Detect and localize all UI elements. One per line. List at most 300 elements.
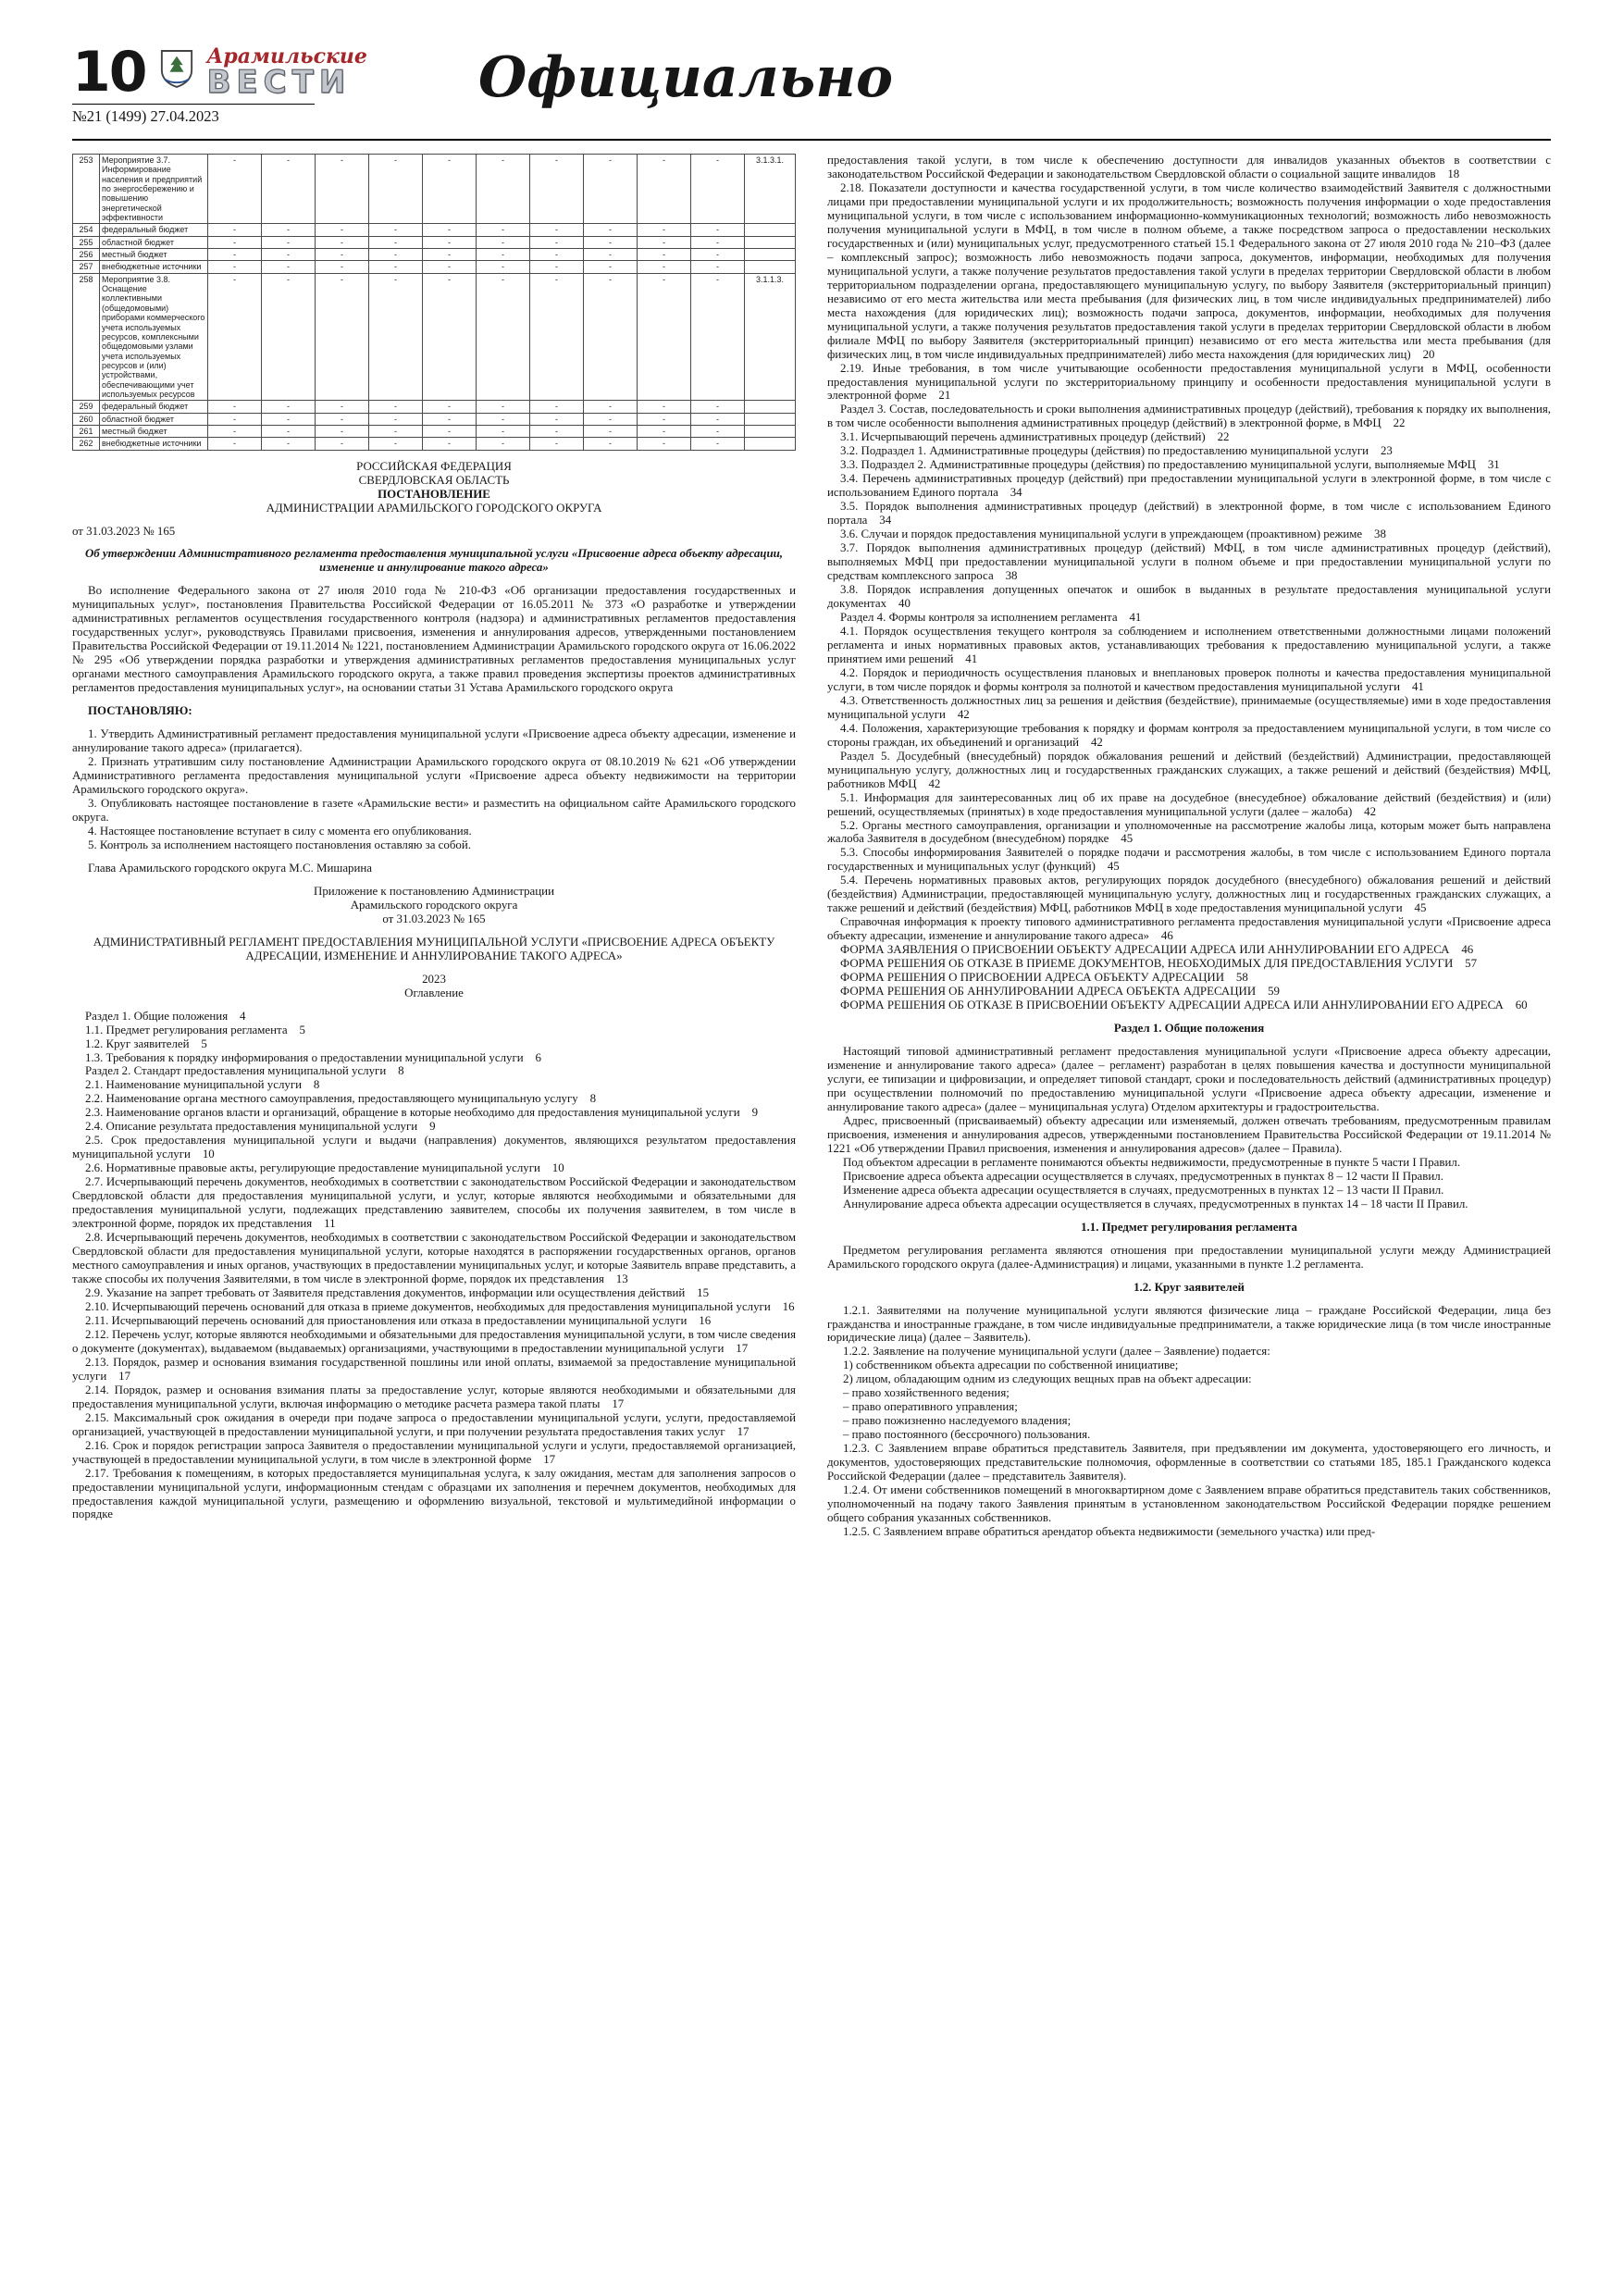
text: 2.2. Наименование органа местного самоуправления, предоставляющего муниципальную услугу xyxy=(85,1092,578,1106)
table-row xyxy=(73,236,796,248)
text: ФОРМА РЕШЕНИЯ ОБ ОТКАЗЕ В ПРИСВОЕНИИ ОБЪЕКТУ АДРЕСАЦИИ АДРЕСА ИЛИ АННУЛИРОВАНИИ ЕГО АДРЕСА xyxy=(840,999,1504,1012)
text: 2.9. Указание на запрет требовать от Заявителя представления документов, информации или осуществления действий xyxy=(85,1285,686,1299)
toc-entry xyxy=(72,1328,796,1356)
text: 4.3. Ответственность должностных лиц за решения и действия (бездействие), принимаемые (осуществляемые) ими в ходе предоставления муниципальной услуги xyxy=(827,693,1551,721)
value-cell: - xyxy=(530,155,584,224)
text: 5.2. Органы местного самоуправления, организации и уполномоченные на рассмотрение жалобы лица, которым может быть направлена жалоба Заявителя в досудебном (внесудебном) порядке xyxy=(827,818,1551,846)
toc-page-number: 9 xyxy=(429,1120,436,1134)
text: Во исполнение Федерального закона от 27 июля 2010 года № 210-ФЗ «Об организации предоставления государственных и муниципальных услуг», постановления Правительства Российской Федерации от 16.05.2011 № 373 «О разработке и утверждении административных регламентов осуществления государственного контроля (надзора) и административных регламентов предоставления государственных услуг», руководствуясь Правилами присвоения, изменения и аннулирования адресов, утвержденными постановлением Правительства Российской Федерации от 19.11.2014 № 1221, постановлением Администрации Арамильского городского округа от 16.06.2022 № 295 «Об утверждении порядка разработки и утверждения административных регламентов предоставления муниципальных услуг органами местного самоуправления Арамильского городского округа, а также правил проведения экспертизы проектов административных регламентов предоставления муниципальных услуг», на основании статьи 31 Устава Арамильского городского округа xyxy=(72,584,796,695)
value-cell: - xyxy=(208,273,262,400)
text: 2.5. Срок предоставления муниципальной услуги и выдачи (направления) документов, являющихся результатом предоставления муниципальной услуги xyxy=(72,1134,796,1161)
text: 4.1. Порядок осуществления текущего контроля за соблюдением и исполнением ответственными должностными лицами положений регламента и иных нормативных правовых актов, устанавливающих требования к предоставлению муниципальной услуги, а также принятием ими решений xyxy=(827,624,1551,665)
toc-page-number: 6 xyxy=(535,1050,541,1064)
toc-page-number: 38 xyxy=(1005,569,1018,583)
year xyxy=(72,973,796,987)
value-cell: - xyxy=(477,425,530,437)
value-cell: - xyxy=(262,224,316,236)
text: 2.7. Исчерпывающий перечень документов, необходимых в соответствии с законодательством Российской Федерации и законодательством Свердловской области для предоставления муниципальной услуги, и услуг, которые являются необходимыми и обязательными для предоставления муниципальной услуги, подлежащих представлению заявителем, способы их получения заявителем, в том числе в электронной форме, порядок их представления xyxy=(72,1175,796,1231)
value-cell: - xyxy=(423,401,477,413)
toc-page-number: 17 xyxy=(736,1341,749,1355)
value-cell: - xyxy=(584,224,638,236)
toc-entry xyxy=(72,1134,796,1161)
text: ФОРМА РЕШЕНИЯ ОБ АННУЛИРОВАНИИ АДРЕСА ОБЪЕКТА АДРЕСАЦИИ xyxy=(840,985,1257,999)
row-code-cell xyxy=(745,261,796,273)
value-cell: - xyxy=(530,413,584,425)
text: 2.6. Нормативные правовые акты, регулирующие предоставление муниципальной услуги xyxy=(85,1161,540,1175)
toc-page-number: 22 xyxy=(1217,430,1230,444)
toc-entry xyxy=(827,874,1551,915)
value-cell: - xyxy=(477,224,530,236)
value-cell: - xyxy=(584,413,638,425)
value-cell: - xyxy=(691,413,745,425)
masthead-title xyxy=(207,46,367,99)
value-cell: - xyxy=(584,155,638,224)
row-number-cell: 260 xyxy=(73,413,100,425)
value-cell: - xyxy=(423,261,477,273)
row-label-cell: областной бюджет xyxy=(100,413,208,425)
signature xyxy=(72,862,796,875)
toc-page-number: 10 xyxy=(202,1148,215,1161)
toc-entry xyxy=(827,458,1551,472)
row-code-cell: 3.1.1.3. xyxy=(745,273,796,400)
value-cell: - xyxy=(423,425,477,437)
value-cell: - xyxy=(584,273,638,400)
text: 1.2. Круг заявителей xyxy=(1134,1280,1245,1294)
text: 2.11. Исчерпывающий перечень оснований для приостановления или отказа в предоставлении муниципальной услуги xyxy=(85,1313,688,1327)
text: 2.18. Показатели доступности и качества государственной услуги, в том числе количество взаимодействий Заявителя с должностными лицами при предоставлении муниципальной услуги и их продолжительность; возможность получения информации о ходе предоставления муниципальной услуги, в том числе с использованием информационно-коммуникационных технологий; возможность либо невозможность получения муниципальной услуги в МФЦ, в том числе в полном объеме, а также посредством запроса о предоставлении нескольких государственных и (или) муниципальных услуг, предусмотренного статьей 15.1 Федерального закона от 27 июля 2010 года № 210–ФЗ (далее – комплексный запрос); возможность либо невозможность подачи запроса, документов, информации, необходимых для получения муниципальной услуги, а также получение результатов предоставления такой услуги в пределах территории Свердловской области в любом территориальном подразделении органа, предоставляющего муниципальную услугу, по выбору Заявителя (экстерриториальный принцип) независимо от его места жительства или места пребывания (для физических лиц, в том числе индивидуальных предпринимателей) либо места нахождения (для юридических лиц); возможность подачи запроса, документов, информации, необходимых для получения муниципальной услуги, а также получения результатов предоставления такой услуги в пределах территории Свердловской области в любом филиале МФЦ по выбору Заявителя (экстерриториальный принцип) независимо от его места жительства или места пребывания (для физических лиц, в том числе индивидуальных предпринимателей) либо места нахождения (для юридических лиц) xyxy=(827,180,1551,361)
value-cell: - xyxy=(423,224,477,236)
text: Раздел 3. Состав, последовательность и сроки выполнения административных процедур (действий), требования к порядку их выполнения, в том числе особенности выполнения административных процедур (действий) в электронной форме, в МФЦ xyxy=(827,403,1551,430)
value-cell: - xyxy=(316,249,369,261)
section-heading xyxy=(827,1281,1551,1295)
row-label-cell: местный бюджет xyxy=(100,425,208,437)
toc-page-number: 46 xyxy=(1461,943,1474,957)
value-cell: - xyxy=(584,261,638,273)
value-cell: - xyxy=(208,155,262,224)
value-cell: - xyxy=(691,425,745,437)
text: 3.4. Перечень административных процедур (действий) при предоставлении муниципальной услуги в электронной форме, в том числе с использованием Единого портала xyxy=(827,472,1551,500)
value-cell: - xyxy=(262,236,316,248)
content-columns xyxy=(72,154,1551,2276)
toc-entry xyxy=(827,403,1551,430)
row-code-cell xyxy=(745,438,796,450)
regulation-title xyxy=(72,936,796,963)
text: 2.14. Порядок, размер и основания взимания платы за предоставление услуг, которые являются необходимыми и обязательными для предоставления муниципальной услуги, включая информацию о методике расчета размера такой платы xyxy=(72,1383,796,1410)
value-cell: - xyxy=(477,249,530,261)
table-row xyxy=(73,224,796,236)
text: 2.3. Наименование органов власти и организаций, обращение в которые необходимо для предоставления муниципальной услуги xyxy=(85,1106,740,1120)
value-cell: - xyxy=(208,249,262,261)
value-cell: - xyxy=(423,236,477,248)
toc-page-number: 17 xyxy=(118,1369,131,1383)
value-cell: - xyxy=(208,261,262,273)
toc-page-number: 5 xyxy=(299,1023,305,1036)
value-cell: - xyxy=(208,224,262,236)
text: 2.13. Порядок, размер и основания взимания государственной пошлины или иной оплаты, взимаемой за предоставление муниципальной услуги xyxy=(72,1355,796,1383)
toc-entry xyxy=(827,819,1551,847)
list-item xyxy=(827,1400,1551,1414)
table-row xyxy=(73,401,796,413)
text: Справочная информация к проекту типового административного регламента предоставления муниципальной услуги «Присвоение адреса объекту адресации, изменение и аннулирование такого адреса» xyxy=(827,915,1551,943)
text: ФОРМА ЗАЯВЛЕНИЯ О ПРИСВОЕНИИ ОБЪЕКТУ АДРЕСАЦИИ АДРЕСА ИЛИ АННУЛИРОВАНИИ ЕГО АДРЕСА xyxy=(840,943,1450,957)
value-cell: - xyxy=(638,261,691,273)
value-cell: - xyxy=(691,249,745,261)
text: 2.17. Требования к помещениям, в которых предоставляется муниципальная услуга, к залу ожидания, местам для заполнения запросов о предоставлении муниципальной услуги, информационным стендам с образцами их заполнения и перечнем документов, необходимых для предоставления каждой муниципальной услуги, размещению и оформлению визуальной, текстовой и мультимедийной информации о порядке xyxy=(72,1466,796,1521)
toc-page-number: 23 xyxy=(1380,444,1393,458)
text: 1.2.5. С Заявлением вправе обратиться арендатор объекта недвижимости (земельного участка) или пред- xyxy=(843,1525,1376,1539)
toc-page-number: 45 xyxy=(1121,832,1134,846)
text: – право постоянного (бессрочного) пользования. xyxy=(843,1428,1091,1442)
toc-entry xyxy=(827,541,1551,583)
toc-page-number: 45 xyxy=(1107,860,1120,874)
value-cell: - xyxy=(369,438,423,450)
text: ПОСТАНОВЛЕНИЕ xyxy=(378,487,490,501)
toc-entry xyxy=(827,750,1551,791)
value-cell: - xyxy=(584,438,638,450)
text: ПОСТАНОВЛЯЮ: xyxy=(88,704,192,718)
toc-page-number: 16 xyxy=(699,1313,712,1327)
table-row xyxy=(73,261,796,273)
text: 3.1. Исчерпывающий перечень административных процедур (действий) xyxy=(840,430,1206,444)
value-cell: - xyxy=(477,401,530,413)
toc-page-number: 31 xyxy=(1487,458,1500,472)
toc-entry xyxy=(827,611,1551,625)
toc-entry xyxy=(72,1300,796,1314)
value-cell: - xyxy=(316,236,369,248)
toc-page-number: 10 xyxy=(551,1161,564,1175)
row-code-cell xyxy=(745,224,796,236)
toc-entry xyxy=(72,1175,796,1231)
text: 3. Опубликовать настоящее постановление в газете «Арамильские вести» и разместить на официальном сайте Арамильского городского округа. xyxy=(72,796,796,824)
row-code-cell xyxy=(745,413,796,425)
table-row xyxy=(73,438,796,450)
value-cell: - xyxy=(530,401,584,413)
text: 3.6. Случаи и порядок предоставления муниципальной услуги в упреждающем (проактивном) режиме xyxy=(840,527,1363,541)
paragraph xyxy=(827,1442,1551,1483)
toc-entry xyxy=(72,1037,796,1051)
toc-page-number: 21 xyxy=(938,389,951,403)
left-blocks xyxy=(72,460,796,1522)
toc-entry xyxy=(827,694,1551,722)
toc-entry xyxy=(72,1231,796,1286)
row-code-cell xyxy=(745,425,796,437)
text: 1.1. Предмет регулирования регламента xyxy=(1081,1220,1297,1234)
toc-entry xyxy=(72,1314,796,1328)
row-label-cell: Мероприятие 3.8. Оснащение коллективными (общедомовыми) приборами коммерческого учета используемых ресурсов, комплексными общедомовыми узлами учета используемых ресурсов и (или) устройствами, обеспечивающими учет используемых ресурсов xyxy=(100,273,208,400)
text: 3.7. Порядок выполнения административных процедур (действий) МФЦ, в том числе административных процедур (действий), выполняемых МФЦ при предоставлении муниципальной услуги в полном объеме и при предоставлении муниципальной услуги по средствам комплексного запроса xyxy=(827,541,1551,583)
paragraph xyxy=(827,1304,1551,1346)
value-cell: - xyxy=(262,413,316,425)
paragraph xyxy=(827,1156,1551,1170)
toc-entry xyxy=(827,722,1551,750)
toc-page-number: 41 xyxy=(1411,679,1424,693)
value-cell: - xyxy=(638,425,691,437)
toc-entry xyxy=(827,430,1551,444)
toc-entry xyxy=(827,915,1551,943)
text: Раздел 4. Формы контроля за исполнением регламента xyxy=(840,610,1118,624)
coat-of-arms-icon xyxy=(159,48,194,93)
value-cell: - xyxy=(584,236,638,248)
text: Раздел 5. Досудебный (внесудебный) порядок обжалования решений и действий (бездействий) Администрации, предоставляющей муниципальную услугу, должностных лиц и государственных гражданских служащих, а также решений и действий (бездействия) МФЦ, работников МФЦ xyxy=(827,749,1551,790)
value-cell: - xyxy=(262,261,316,273)
row-code-cell xyxy=(745,249,796,261)
table-row xyxy=(73,273,796,400)
text: 2.8. Исчерпывающий перечень документов, необходимых в соответствии с законодательством Российской Федерации и законодательством Свердловской области для предоставления муниципальной услуги, которые находятся в распоряжении государственных органов, органов местного самоуправления и иных органов, участвующих в предоставлении муниципальных услуг, и которые Заявитель вправе представить, а также способы их получения Заявителями, в том числе в электронной форме, порядок их представления xyxy=(72,1231,796,1285)
value-cell: - xyxy=(638,413,691,425)
value-cell: - xyxy=(423,249,477,261)
value-cell: - xyxy=(477,236,530,248)
value-cell: - xyxy=(691,261,745,273)
toc-page-number: 20 xyxy=(1422,347,1435,361)
text: ФОРМА РЕШЕНИЯ ОБ ОТКАЗЕ В ПРИЕМЕ ДОКУМЕНТОВ, НЕОБХОДИМЫХ ДЛЯ ПРЕДОСТАВЛЕНИЯ УСЛУГИ xyxy=(840,957,1454,971)
toc-page-number: 34 xyxy=(1010,486,1022,500)
text: Раздел 1. Общие положения xyxy=(85,1009,229,1023)
doc-type xyxy=(72,488,796,502)
text: 3.3. Подраздел 2. Административные процедуры (действия) по предоставлению муниципальной услуги, выполняемые МФЦ xyxy=(840,458,1476,472)
toc-page-number: 5 xyxy=(201,1036,207,1050)
value-cell: - xyxy=(316,413,369,425)
toc-page-number: 22 xyxy=(1393,416,1406,430)
text: 1.3. Требования к порядку информирования о предоставлении муниципальной услуги xyxy=(85,1050,524,1064)
text: Приложение к постановлению Администрации xyxy=(314,884,554,898)
value-cell: - xyxy=(691,438,745,450)
doc-authority xyxy=(72,502,796,515)
table-row xyxy=(73,249,796,261)
toc-entry xyxy=(72,1010,796,1024)
text: 2.10. Исчерпывающий перечень оснований для отказа в приеме документов, необходимых для предоставления муниципальной услуги xyxy=(85,1299,771,1313)
row-number-cell: 259 xyxy=(73,401,100,413)
header-rule xyxy=(72,139,1551,141)
toc-form-entry xyxy=(827,957,1551,971)
toc-page-number: 42 xyxy=(928,776,941,790)
annex-note xyxy=(72,885,796,899)
list-item xyxy=(827,1428,1551,1442)
text: Раздел 2. Стандарт предоставления муниципальной услуги xyxy=(85,1064,387,1078)
text: 1. Утвердить Административный регламент предоставления муниципальной услуги «Присвоение адреса объекту адресации, изменение и аннулирование такого адреса» (прилагается). xyxy=(72,727,796,755)
value-cell: - xyxy=(530,438,584,450)
text: 2.1. Наименование муниципальной услуги xyxy=(85,1078,303,1092)
value-cell: - xyxy=(369,249,423,261)
text: 1.2.2. Заявление на получение муниципальной услуги (далее – Заявление) подается: xyxy=(843,1345,1270,1359)
value-cell: - xyxy=(208,236,262,248)
text: – право пожизненно наследуемого владения; xyxy=(843,1414,1072,1428)
toc-page-number: 11 xyxy=(324,1217,336,1231)
text: 5. Контроль за исполнением настоящего постановления оставляю за собой. xyxy=(88,838,471,851)
section-heading xyxy=(827,1022,1551,1036)
value-cell: - xyxy=(530,249,584,261)
text: 2.4. Описание результата предоставления муниципальной услуги xyxy=(85,1120,418,1134)
value-cell: - xyxy=(262,401,316,413)
row-label-cell: областной бюджет xyxy=(100,236,208,248)
text: АДМИНИСТРАЦИИ АРАМИЛЬСКОГО ГОРОДСКОГО ОКРУГА xyxy=(266,501,602,515)
toc-entry xyxy=(827,625,1551,666)
value-cell: - xyxy=(262,438,316,450)
text: 2) лицом, обладающим одним из следующих вещных прав на объект адресации: xyxy=(843,1372,1252,1386)
text: 3.8. Порядок исправления допущенных опечаток и ошибок в выданных в результате предоставления муниципальной услуги документах xyxy=(827,583,1551,610)
paragraph xyxy=(827,1045,1551,1114)
paragraph xyxy=(827,1359,1551,1372)
toc-entry xyxy=(72,1161,796,1175)
masthead-name-top: Арамильские xyxy=(206,44,367,68)
text: 1.1. Предмет регулирования регламента xyxy=(85,1023,288,1036)
table-row xyxy=(73,155,796,224)
toc-entry xyxy=(827,500,1551,527)
programme-table xyxy=(72,154,796,451)
text: СВЕРДЛОВСКАЯ ОБЛАСТЬ xyxy=(358,473,510,487)
text: АДМИНИСТРАТИВНЫЙ РЕГЛАМЕНТ ПРЕДОСТАВЛЕНИЯ МУНИЦИПАЛЬНОЙ УСЛУГИ «ПРИСВОЕНИЕ АДРЕСА ОБЪЕКТУ АДРЕСАЦИИ, ИЗМЕНЕНИЕ И АННУЛИРОВАНИЕ ТАКОГО АДРЕСА» xyxy=(93,935,775,962)
paragraph xyxy=(72,727,796,755)
text: от 31.03.2023 № 165 xyxy=(72,524,176,538)
toc-entry xyxy=(72,1120,796,1134)
value-cell: - xyxy=(477,413,530,425)
row-code-cell: 3.1.3.1. xyxy=(745,155,796,224)
text: Оглавление xyxy=(404,986,464,999)
value-cell: - xyxy=(638,236,691,248)
masthead-block xyxy=(72,40,367,126)
text: Присвоение адреса объекта адресации осуществляется в случаях, предусмотренных в пунктах 8 – 12 части II Правил. xyxy=(843,1169,1443,1183)
toc-entry xyxy=(827,846,1551,874)
value-cell: - xyxy=(638,273,691,400)
row-number-cell: 256 xyxy=(73,249,100,261)
text: 1.2.1. Заявителями на получение муниципальной услуги являются физические лица – граждане Российской Федерации, лица без гражданства и иностранные граждане, в том числе индивидуальные предприниматели, а также юридические лица (в том числе иностранные юридические лица) (далее – Заявитель). xyxy=(827,1303,1551,1345)
value-cell: - xyxy=(262,249,316,261)
toc-page-number: 40 xyxy=(898,597,911,610)
list-item xyxy=(827,1414,1551,1428)
text: Аннулирование адреса объекта адресации осуществляется в случаях, предусмотренных в пунктах 14 – 18 части II Правил. xyxy=(843,1197,1468,1210)
text: РОССИЙСКАЯ ФЕДЕРАЦИЯ xyxy=(356,459,512,473)
toc-entry xyxy=(827,666,1551,694)
row-number-cell: 254 xyxy=(73,224,100,236)
text: 2.16. Срок и порядок регистрации запроса Заявителя о предоставлении муниципальной услуги и услуги, предоставляемой организацией, участвующей в предоставлении муниципальной услуги, в том числе в электронной форме xyxy=(72,1438,796,1466)
toc-entry xyxy=(72,1467,796,1522)
doc-date-number xyxy=(72,525,796,539)
text: 3.5. Порядок выполнения административных процедур (действий) в электронной форме, в том числе с использованием Единого портала xyxy=(827,500,1551,527)
toc-page-number: 15 xyxy=(697,1285,710,1299)
toc-page-number: 46 xyxy=(1160,929,1173,943)
toc-entry xyxy=(72,1064,796,1078)
value-cell: - xyxy=(316,261,369,273)
text: 2.19. Иные требования, в том числе учитывающие особенности предоставления муниципальной услуги в МФЦ, особенности предоставления муниципальной услуги по экстерриториальному принципу и особенности предоставления муниципальной услуги в электронной форме xyxy=(827,361,1551,403)
doc-region xyxy=(72,474,796,488)
paragraph xyxy=(827,1114,1551,1156)
value-cell: - xyxy=(530,261,584,273)
value-cell: - xyxy=(423,438,477,450)
value-cell: - xyxy=(691,273,745,400)
row-number-cell: 262 xyxy=(73,438,100,450)
row-label-cell: местный бюджет xyxy=(100,249,208,261)
value-cell: - xyxy=(208,401,262,413)
annex-note xyxy=(72,912,796,926)
row-number-cell: 257 xyxy=(73,261,100,273)
text: Арамильского городского округа xyxy=(350,898,518,912)
toc-page-number: 42 xyxy=(1364,804,1377,818)
toc-page-number: 57 xyxy=(1465,957,1478,971)
value-cell: - xyxy=(316,438,369,450)
text: 3.2. Подраздел 1. Административные процедуры (действия) по предоставлению муниципальной услуги xyxy=(840,444,1369,458)
value-cell: - xyxy=(262,155,316,224)
value-cell: - xyxy=(691,155,745,224)
resolve-heading xyxy=(72,704,796,718)
toc-entry xyxy=(72,1078,796,1092)
paragraph xyxy=(72,797,796,825)
value-cell: - xyxy=(638,224,691,236)
toc-entry xyxy=(827,154,1551,181)
toc-page-number: 58 xyxy=(1235,971,1248,985)
toc-entry xyxy=(72,1384,796,1411)
table-row xyxy=(73,413,796,425)
text: от 31.03.2023 № 165 xyxy=(382,912,486,925)
toc-entry xyxy=(827,583,1551,611)
toc-entry xyxy=(72,1286,796,1300)
value-cell: - xyxy=(530,273,584,400)
toc-entry xyxy=(72,1092,796,1106)
section-title: Официально xyxy=(478,45,893,110)
text: Глава Арамильского городского округа М.С. Мишарина xyxy=(88,861,373,875)
value-cell: - xyxy=(638,401,691,413)
paragraph xyxy=(72,825,796,838)
toc-page-number: 41 xyxy=(965,652,978,665)
toc-page-number: 8 xyxy=(589,1092,597,1106)
doc-title xyxy=(72,547,796,575)
list-item xyxy=(827,1386,1551,1400)
paragraph xyxy=(827,1372,1551,1386)
toc-page-number: 41 xyxy=(1129,610,1142,624)
value-cell: - xyxy=(530,224,584,236)
toc-page-number: 16 xyxy=(782,1299,795,1313)
toc-page-number: 60 xyxy=(1515,999,1528,1012)
value-cell: - xyxy=(584,425,638,437)
value-cell: - xyxy=(369,261,423,273)
toc-form-entry xyxy=(827,943,1551,957)
toc-entry xyxy=(827,472,1551,500)
row-label-cell: федеральный бюджет xyxy=(100,224,208,236)
value-cell: - xyxy=(691,224,745,236)
toc-page-number: 59 xyxy=(1268,985,1280,999)
value-cell: - xyxy=(262,425,316,437)
row-number-cell: 258 xyxy=(73,273,100,400)
text: 4.2. Порядок и периодичность осуществления плановых и внеплановых проверок полноты и качества предоставления муниципальной услуги, в том числе порядок и формы контроля за полнотой и качеством предоставления муниципальной услуги xyxy=(827,665,1551,693)
text: Настоящий типовой административный регламент предоставления муниципальной услуги «Присвоение адреса объекту адресации, изменение и аннулирование такого адреса» (далее – регламент) разработан в целях повышения качества и доступности муниципальной услуги, ее типизации и цифровизации, и определяет типовой стандарт, сроки и последовательность действий (административных процедур) при осуществлении полномочий по предоставлению муниципальной услуги «Присвоение адреса объекту адресации, изменение и аннулирование такого адреса» (далее – муниципальная услуга) Отделом архитектуры и градостроительства. xyxy=(827,1045,1551,1113)
toc-entry xyxy=(72,1051,796,1065)
row-label-cell: федеральный бюджет xyxy=(100,401,208,413)
toc-page-number: 4 xyxy=(240,1009,246,1023)
value-cell: - xyxy=(316,224,369,236)
value-cell: - xyxy=(691,401,745,413)
value-cell: - xyxy=(208,425,262,437)
toc-page-number: 38 xyxy=(1374,527,1386,541)
row-number-cell: 255 xyxy=(73,236,100,248)
right-column xyxy=(827,154,1551,2276)
left-column xyxy=(72,154,796,2276)
value-cell: - xyxy=(262,273,316,400)
value-cell: - xyxy=(423,155,477,224)
text: 2.15. Максимальный срок ожидания в очереди при подаче запроса о предоставлении муниципальной услуги, услуги, предоставляемой организацией, участвующей в предоставлении муниципальной услуги, и при получении результата предоставления таких услуг xyxy=(72,1410,796,1438)
text: Предметом регулирования регламента являются отношения при предоставлении муниципальной услуги между Администрацией Арамильского городского округа (далее-Администрация) и лицами, указанными в пункте 1.2 регламента. xyxy=(827,1243,1551,1271)
value-cell: - xyxy=(369,155,423,224)
toc-page-number: 17 xyxy=(737,1424,750,1438)
paragraph xyxy=(827,1184,1551,1198)
text: 5.4. Перечень нормативных правовых актов, регулирующих порядок досудебного (внесудебного) обжалования решений и действий (бездействия) Администрации, предоставляющей муниципальную услугу, должностных лиц и государственных гражданских служащих, а также решений и действий (бездействия) МФЦ, работников МФЦ в ходе предоставления муниципальной услуги xyxy=(827,874,1551,915)
value-cell: - xyxy=(423,273,477,400)
value-cell: - xyxy=(638,438,691,450)
paragraph xyxy=(72,838,796,852)
toc-entry xyxy=(827,791,1551,819)
paragraph xyxy=(72,755,796,797)
toc-page-number: 17 xyxy=(612,1396,625,1410)
text: предоставления такой услуги, в том числе к обеспечению доступности для инвалидов указанных объектов в соответствии с законодательством Российской Федерации и законодательством Свердловской области о социальной защите инвалидов xyxy=(827,154,1551,180)
value-cell: - xyxy=(477,155,530,224)
text: 4. Настоящее постановление вступает в силу с момента его опубликования. xyxy=(88,824,472,838)
